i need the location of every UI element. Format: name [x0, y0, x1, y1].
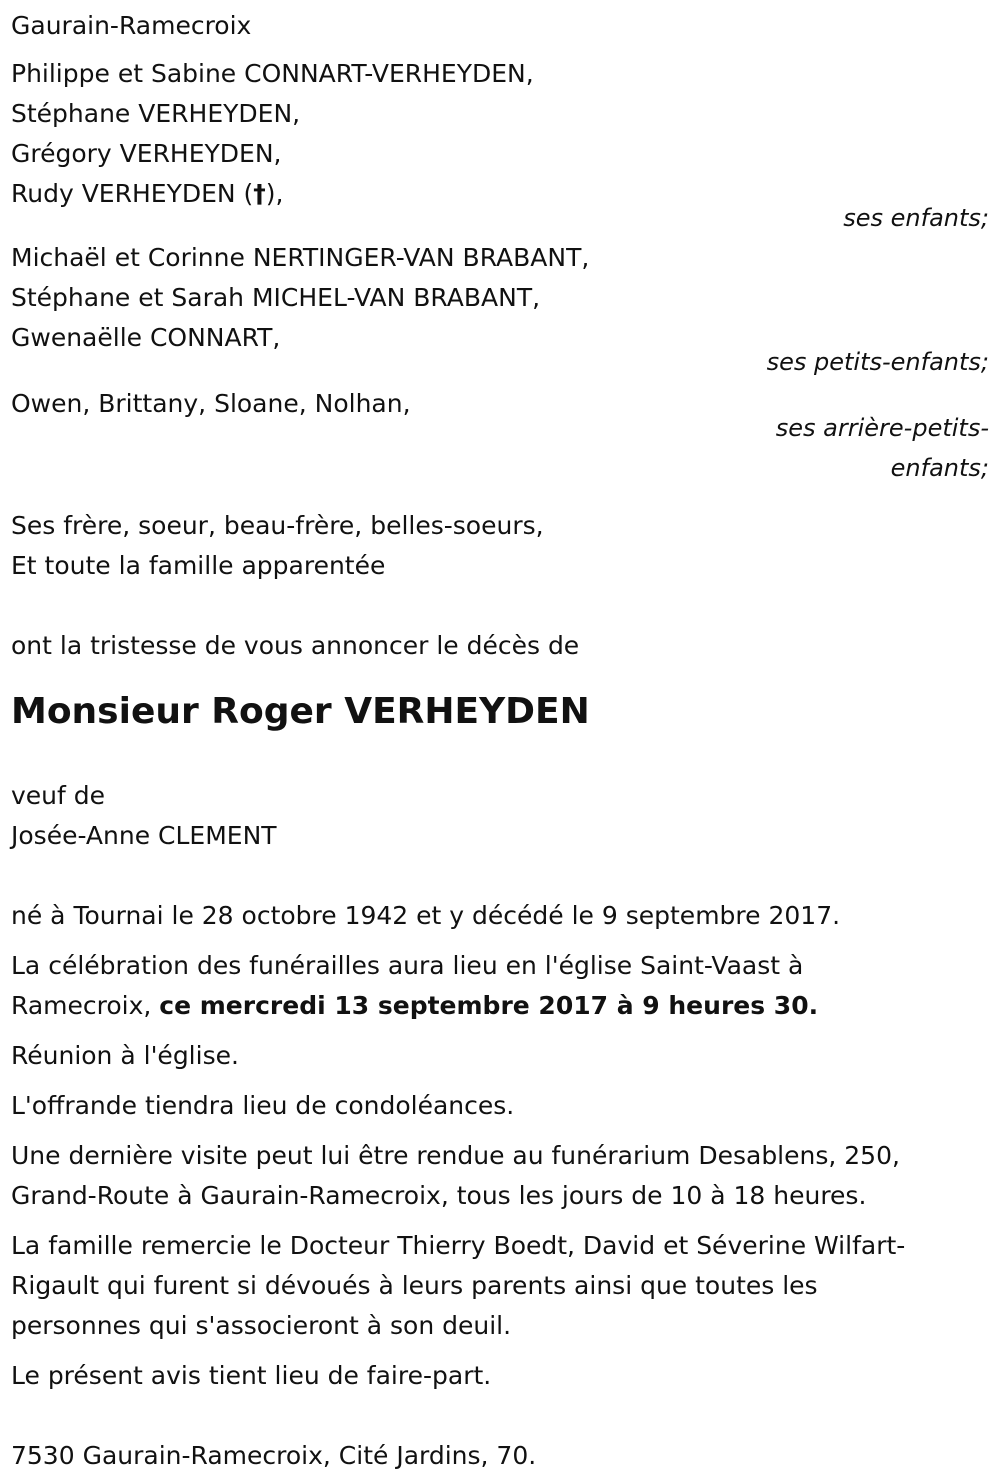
visit-line: Grand-Route à Gaurain-Ramecroix, tous les jours de 10 à 18 heures. — [11, 1181, 867, 1210]
widower-of: veuf de — [11, 781, 106, 810]
grandchild-name: Gwenaëlle CONNART, — [11, 323, 281, 352]
cross-icon: † — [253, 179, 266, 208]
children-block — [11, 54, 991, 238]
death-notice — [11, 6, 991, 1476]
meeting: Réunion à l'église. — [11, 1041, 239, 1070]
ceremony-place: Ramecroix, — [11, 991, 160, 1020]
birth-death: né à Tournai le 28 octobre 1942 et y décédé le 9 septembre 2017. — [11, 901, 841, 930]
ceremony-date: ce mercredi 13 septembre 2017 à 9 heures 30. — [159, 991, 819, 1020]
grandchildren-role: ses petits-enfants; — [766, 348, 989, 376]
great-grandchildren-role: ses arrière-petits- — [775, 414, 989, 442]
child-deceased-after: ), — [265, 179, 284, 208]
ceremony — [11, 946, 991, 1026]
thanks-line: Rigault qui furent si dévoués à leurs parents ainsi que toutes les — [11, 1271, 818, 1300]
child-name: Philippe et Sabine CONNART-VERHEYDEN, — [11, 59, 534, 88]
location: Gaurain-Ramecroix — [11, 11, 252, 40]
extended-family: Et toute la famille apparentée — [11, 551, 386, 580]
grandchildren-block — [11, 238, 991, 382]
child-name: Grégory VERHEYDEN, — [11, 139, 282, 168]
visit — [11, 1136, 991, 1216]
spouse-name: Josée-Anne CLEMENT — [11, 821, 277, 850]
thanks-line: personnes qui s'associeront à son deuil. — [11, 1311, 512, 1340]
great-grandchildren-role-cont: enfants; — [890, 454, 989, 482]
visit-line: Une dernière visite peut lui être rendue au funérarium Desablens, 250, — [11, 1141, 900, 1170]
children-role: ses enfants; — [843, 204, 989, 232]
spouse-block — [11, 776, 991, 856]
child-name: Stéphane VERHEYDEN, — [11, 99, 301, 128]
notice-text: Le présent avis tient lieu de faire-part. — [11, 1361, 492, 1390]
grandchild-name: Stéphane et Sarah MICHEL-VAN BRABANT, — [11, 283, 541, 312]
great-grandchildren-names: Owen, Brittany, Sloane, Nolhan, — [11, 389, 411, 418]
thanks — [11, 1226, 991, 1346]
grandchild-name: Michaël et Corinne NERTINGER-VAN BRABANT, — [11, 243, 590, 272]
child-deceased-name: Rudy VERHEYDEN ( — [11, 179, 254, 208]
ceremony-text: La célébration des funérailles aura lieu en l'église Saint-Vaast à — [11, 951, 804, 980]
great-grandchildren-block — [11, 384, 991, 488]
announcement: ont la tristesse de vous annoncer le décès de — [11, 631, 580, 660]
address: 7530 Gaurain-Ramecroix, Cité Jardins, 70. — [11, 1441, 537, 1470]
siblings: Ses frère, soeur, beau-frère, belles-soeurs, — [11, 511, 544, 540]
thanks-line: La famille remercie le Docteur Thierry Boedt, David et Séverine Wilfart- — [11, 1231, 906, 1260]
offering: L'offrande tiendra lieu de condoléances. — [11, 1091, 515, 1120]
family-block — [11, 506, 991, 586]
details-block — [11, 896, 991, 1396]
deceased-name: Monsieur Roger VERHEYDEN — [11, 691, 590, 732]
